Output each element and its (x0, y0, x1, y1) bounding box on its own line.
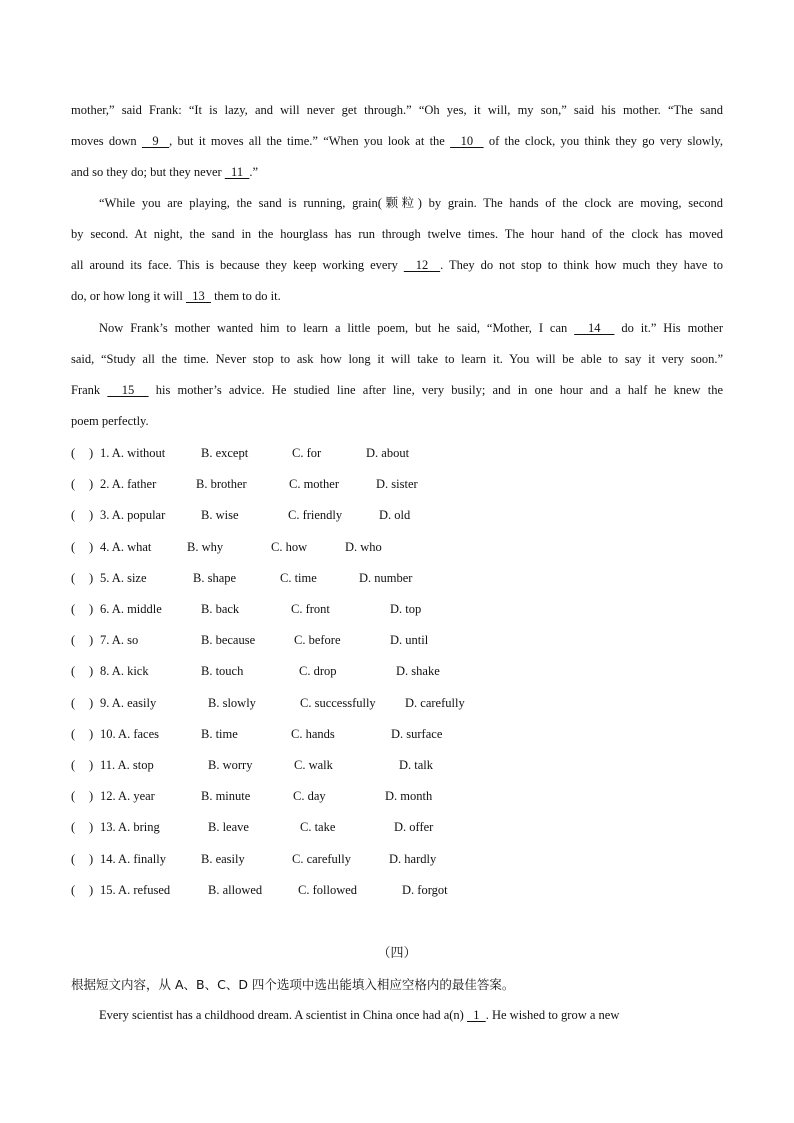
passage-text: them to do it. (210, 289, 281, 303)
passage-line (71, 375, 723, 406)
option-b: B. worry (208, 758, 253, 772)
option-d: D. until (390, 633, 429, 648)
option-b: B. back (201, 602, 240, 616)
next-passage-first-line (71, 1000, 723, 1031)
passage-line (71, 126, 723, 157)
passage-paragraph-3 (71, 313, 723, 437)
blank-slot: 13 (185, 289, 211, 303)
passage-text: Every scientist has a childhood dream. A scientist in China once had a(n) (99, 1008, 467, 1022)
option-b: B. touch (201, 664, 244, 679)
passage-text: his mother’s advice. He studied line after line, very busily; and in one hour and a half he knew the (148, 383, 723, 397)
question-paren-open: ( (71, 851, 76, 866)
blank-slot: 14 (574, 321, 615, 335)
option-a: 3. A. popular (100, 508, 166, 523)
option-d: D. surface (391, 726, 443, 741)
option-d: D. sister (376, 477, 418, 492)
option-a: 2. A. father (100, 477, 157, 492)
question-paren-close: ) (89, 446, 94, 460)
question-paren-close: ) (89, 539, 94, 554)
question-paren-close: ) (89, 508, 94, 523)
option-a: 8. A. kick (100, 664, 149, 679)
passage-line (71, 157, 723, 188)
option-a: 5. A. size (100, 570, 147, 585)
option-c: C. day (293, 789, 326, 804)
passage-text: and so they do; but they never (71, 165, 225, 179)
blank-slot: 11 (224, 165, 250, 179)
blank-slot: 12 (403, 258, 441, 272)
passage-text: . They do not stop to think how much they have to (440, 258, 723, 272)
passage-text: mother,” said Frank: “It is lazy, and will never get through.” “Oh yes, it will, my son,” said his mother. “The sand (71, 103, 723, 117)
question-paren-close: ) (89, 726, 94, 741)
question-paren-open: ( (71, 602, 76, 616)
question-paren-open: ( (71, 508, 76, 523)
option-b: B. wise (201, 508, 239, 523)
question-paren-open: ( (71, 477, 76, 492)
passage-line (71, 219, 723, 250)
option-b: B. minute (201, 789, 251, 804)
option-b: B. time (201, 726, 238, 741)
option-c: C. front (291, 602, 330, 616)
passage-text: do it.” His mother (614, 321, 723, 335)
passage-text: “While you are playing, the sand is running, grain(颗粒) by grain. The hands of the clock are moving, second (99, 196, 723, 210)
passage-line (71, 1000, 723, 1031)
passage-line (71, 344, 723, 375)
passage-paragraph-1 (71, 95, 723, 188)
option-d: D. carefully (405, 695, 465, 710)
question-paren-close: ) (89, 633, 94, 648)
passage-line (71, 281, 723, 312)
passage-line (71, 313, 723, 344)
option-d: D. month (385, 789, 433, 804)
question-paren-close: ) (89, 477, 94, 492)
option-b: B. leave (208, 820, 249, 835)
passage-text: all around its face. This is because they keep working every (71, 258, 404, 272)
option-c: C. hands (291, 726, 335, 741)
option-c: C. followed (298, 882, 358, 897)
question-paren-close: ) (89, 882, 94, 897)
option-a: 4. A. what (100, 539, 152, 554)
question-paren-open: ( (71, 726, 76, 741)
question-paren-open: ( (71, 539, 76, 554)
option-b: B. except (201, 446, 249, 460)
option-a: 10. A. faces (100, 726, 160, 741)
passage-text: by second. At night, the sand in the hourglass has run through twelve times. The hour hand of the clock has moved (71, 227, 723, 241)
option-a: 13. A. bring (100, 820, 160, 835)
option-d: D. number (359, 570, 413, 585)
option-c: C. mother (289, 477, 339, 492)
blank-slot: 1 (466, 1008, 486, 1022)
question-paren-close: ) (89, 695, 94, 710)
option-a: 1. A. without (100, 446, 166, 460)
passage-line (71, 250, 723, 281)
option-d: D. top (390, 602, 422, 616)
option-c: C. take (300, 820, 336, 835)
option-a: 15. A. refused (100, 882, 171, 897)
option-c: C. successfully (300, 695, 376, 710)
option-b: B. slowly (208, 695, 256, 710)
passage-text: moves down (71, 134, 142, 148)
question-paren-close: ) (89, 820, 94, 835)
option-d: D. about (366, 446, 410, 460)
option-a: 7. A. so (100, 633, 139, 648)
question-paren-close: ) (89, 664, 94, 679)
passage-text: said, “Study all the time. Never stop to ask how long it will take to learn it. You will be able to say it very soon.” (71, 352, 723, 366)
passage-line (71, 406, 723, 437)
option-a: 12. A. year (100, 789, 155, 804)
passage-text: . He wished to grow a new (485, 1008, 620, 1022)
passage-text: do, or how long it will (71, 289, 186, 303)
option-d: D. shake (396, 664, 440, 679)
option-d: D. hardly (389, 851, 437, 866)
question-paren-close: ) (89, 570, 94, 585)
question-paren-open: ( (71, 695, 76, 710)
passage-line (71, 95, 723, 126)
option-c: C. walk (294, 758, 333, 772)
blank-slot: 10 (450, 134, 484, 148)
passage-paragraph-2 (71, 188, 723, 312)
option-c: C. how (271, 539, 308, 554)
option-a: 6. A. middle (100, 602, 162, 616)
option-c: C. before (294, 633, 341, 648)
option-a: 14. A. finally (100, 851, 166, 866)
passage-text: poem perfectly. (71, 414, 149, 428)
section-title: （四） (377, 946, 417, 961)
option-c: C. carefully (292, 851, 352, 866)
option-d: D. who (345, 539, 382, 554)
question-paren-open: ( (71, 446, 76, 460)
section-instruction: 根据短文内容，从 A、B、C、D 四个选项中选出能填入相应空格内的最佳答案。 (71, 977, 515, 992)
option-b: B. easily (201, 851, 245, 866)
passage-text: , but it moves all the time.” “When you look at the (169, 134, 451, 148)
option-b: B. why (187, 539, 224, 554)
option-d: D. old (379, 508, 411, 523)
question-paren-open: ( (71, 882, 76, 897)
question-paren-open: ( (71, 633, 76, 648)
question-paren-open: ( (71, 758, 76, 772)
option-b: B. brother (196, 477, 247, 492)
blank-slot: 15 (107, 383, 149, 397)
option-d: D. talk (399, 758, 434, 772)
option-a: 9. A. easily (100, 695, 157, 710)
option-d: D. offer (394, 820, 434, 835)
passage-text: Now Frank’s mother wanted him to learn a little poem, but he said, “Mother, I can (99, 321, 575, 335)
option-a: 11. A. stop (100, 758, 154, 772)
question-paren-open: ( (71, 664, 76, 679)
question-paren-close: ) (89, 851, 94, 866)
question-paren-open: ( (71, 820, 76, 835)
option-c: C. time (280, 570, 317, 585)
option-c: C. friendly (288, 508, 343, 523)
option-b: B. because (201, 633, 256, 648)
blank-slot: 9 (141, 134, 170, 148)
passage-line (71, 188, 723, 219)
option-c: C. drop (299, 664, 337, 679)
question-paren-close: ) (89, 602, 94, 616)
passage-text: .” (249, 165, 259, 179)
passage-text: of the clock, you think they go very slowly, (483, 134, 723, 148)
question-paren-close: ) (89, 758, 94, 772)
option-b: B. shape (193, 570, 237, 585)
question-paren-close: ) (89, 789, 94, 804)
option-d: D. forgot (402, 882, 448, 897)
passage-text: Frank (71, 383, 108, 397)
option-c: C. for (292, 446, 322, 460)
question-paren-open: ( (71, 789, 76, 804)
option-b: B. allowed (208, 882, 263, 897)
question-paren-open: ( (71, 570, 76, 585)
